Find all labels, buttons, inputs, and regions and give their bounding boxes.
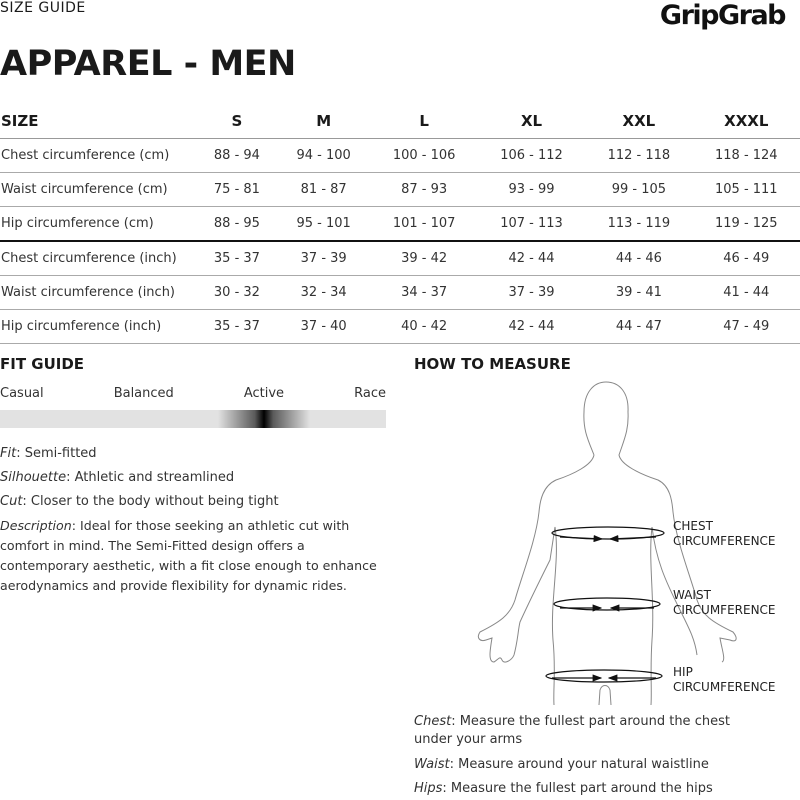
hips-instruction: Hips: Measure the fullest part around the hips [414, 781, 713, 796]
waist-measure-loop [554, 598, 660, 610]
size-range-cell: 41 - 44 [693, 276, 800, 310]
waist-instruction: Waist: Measure around your natural waistline [414, 757, 709, 772]
size-range-cell: 107 - 113 [478, 207, 585, 242]
row-label: Chest circumference (cm) [0, 139, 197, 173]
size-range-cell: 42 - 44 [478, 241, 585, 276]
size-range-cell: 105 - 111 [693, 173, 800, 207]
hip-measure-loop [546, 670, 662, 682]
size-range-cell: 113 - 119 [585, 207, 692, 242]
gripgrab-logo: GripGrab [659, 0, 785, 31]
size-header-s: S [197, 104, 277, 139]
size-range-cell: 39 - 42 [370, 241, 477, 276]
document-label: SIZE GUIDE [0, 0, 86, 16]
fit-line: Fit: Semi-fitted [0, 446, 97, 461]
chest-circumference-label: CHEST CIRCUMFERENCE [673, 519, 776, 548]
fit-label-active: Active [243, 386, 285, 401]
size-range-cell: 99 - 105 [585, 173, 692, 207]
fit-guide-heading: FIT GUIDE [0, 355, 85, 373]
size-range-cell: 94 - 100 [277, 139, 371, 173]
size-header-xxxl: XXXL [693, 104, 800, 139]
chest-measure-loop [552, 527, 664, 539]
silhouette-line: Silhouette: Athletic and streamlined [0, 470, 235, 485]
description-paragraph: Description: Ideal for those seeking an athletic cut with comfort in mind. The Semi-Fitted design offers a contemporary aesthetic, with a fit close enough to enhance aerodynamics and provide flexibility for dynamic rides. [0, 518, 377, 593]
size-range-cell: 40 - 42 [370, 310, 477, 344]
size-range-cell: 101 - 107 [370, 207, 477, 242]
size-header-m: M [277, 104, 371, 139]
size-column-header: SIZE [0, 104, 197, 139]
row-label: Waist circumference (inch) [0, 276, 197, 310]
size-range-cell: 81 - 87 [277, 173, 371, 207]
size-range-cell: 87 - 93 [370, 173, 477, 207]
hip-circumference-label: HIP CIRCUMFERENCE [673, 665, 776, 694]
size-range-cell: 106 - 112 [478, 139, 585, 173]
size-range-cell: 100 - 106 [370, 139, 477, 173]
chest-instruction: Chest: Measure the fullest part around the chest under your arms [414, 714, 730, 747]
size-range-cell: 95 - 101 [277, 207, 371, 242]
size-range-cell: 32 - 34 [277, 276, 371, 310]
size-header-xxl: XXL [585, 104, 692, 139]
size-range-cell: 42 - 44 [478, 310, 585, 344]
page-title: APPAREL - MEN [0, 44, 296, 84]
fit-label-race: Race [354, 386, 386, 401]
size-range-cell: 75 - 81 [197, 173, 277, 207]
size-range-cell: 88 - 94 [197, 139, 277, 173]
size-range-cell: 34 - 37 [370, 276, 477, 310]
size-header-l: L [370, 104, 477, 139]
size-range-cell: 88 - 95 [197, 207, 277, 242]
size-range-cell: 44 - 46 [585, 241, 692, 276]
size-range-cell: 47 - 49 [693, 310, 800, 344]
cut-line: Cut: Closer to the body without being tight [0, 494, 279, 509]
size-range-cell: 118 - 124 [693, 139, 800, 173]
how-to-measure-heading: HOW TO MEASURE [414, 355, 571, 373]
row-label: Hip circumference (inch) [0, 310, 197, 344]
fit-label-balanced: Balanced [113, 386, 174, 401]
size-range-cell: 30 - 32 [197, 276, 277, 310]
row-label: Chest circumference (inch) [0, 241, 197, 276]
size-range-cell: 44 - 47 [585, 310, 692, 344]
size-range-cell: 37 - 39 [277, 241, 371, 276]
row-label: Hip circumference (cm) [0, 207, 197, 242]
size-header-xl: XL [478, 104, 585, 139]
row-label: Waist circumference (cm) [0, 173, 197, 207]
size-range-cell: 35 - 37 [197, 241, 277, 276]
size-range-cell: 37 - 40 [277, 310, 371, 344]
size-range-cell: 93 - 99 [478, 173, 585, 207]
size-range-cell: 39 - 41 [585, 276, 692, 310]
size-range-cell: 46 - 49 [693, 241, 800, 276]
size-range-cell: 35 - 37 [197, 310, 277, 344]
fit-label-casual: Casual [0, 386, 44, 401]
size-range-cell: 112 - 118 [585, 139, 692, 173]
size-range-cell: 119 - 125 [693, 207, 800, 242]
waist-circumference-label: WAIST CIRCUMFERENCE [673, 588, 776, 617]
size-range-cell: 37 - 39 [478, 276, 585, 310]
